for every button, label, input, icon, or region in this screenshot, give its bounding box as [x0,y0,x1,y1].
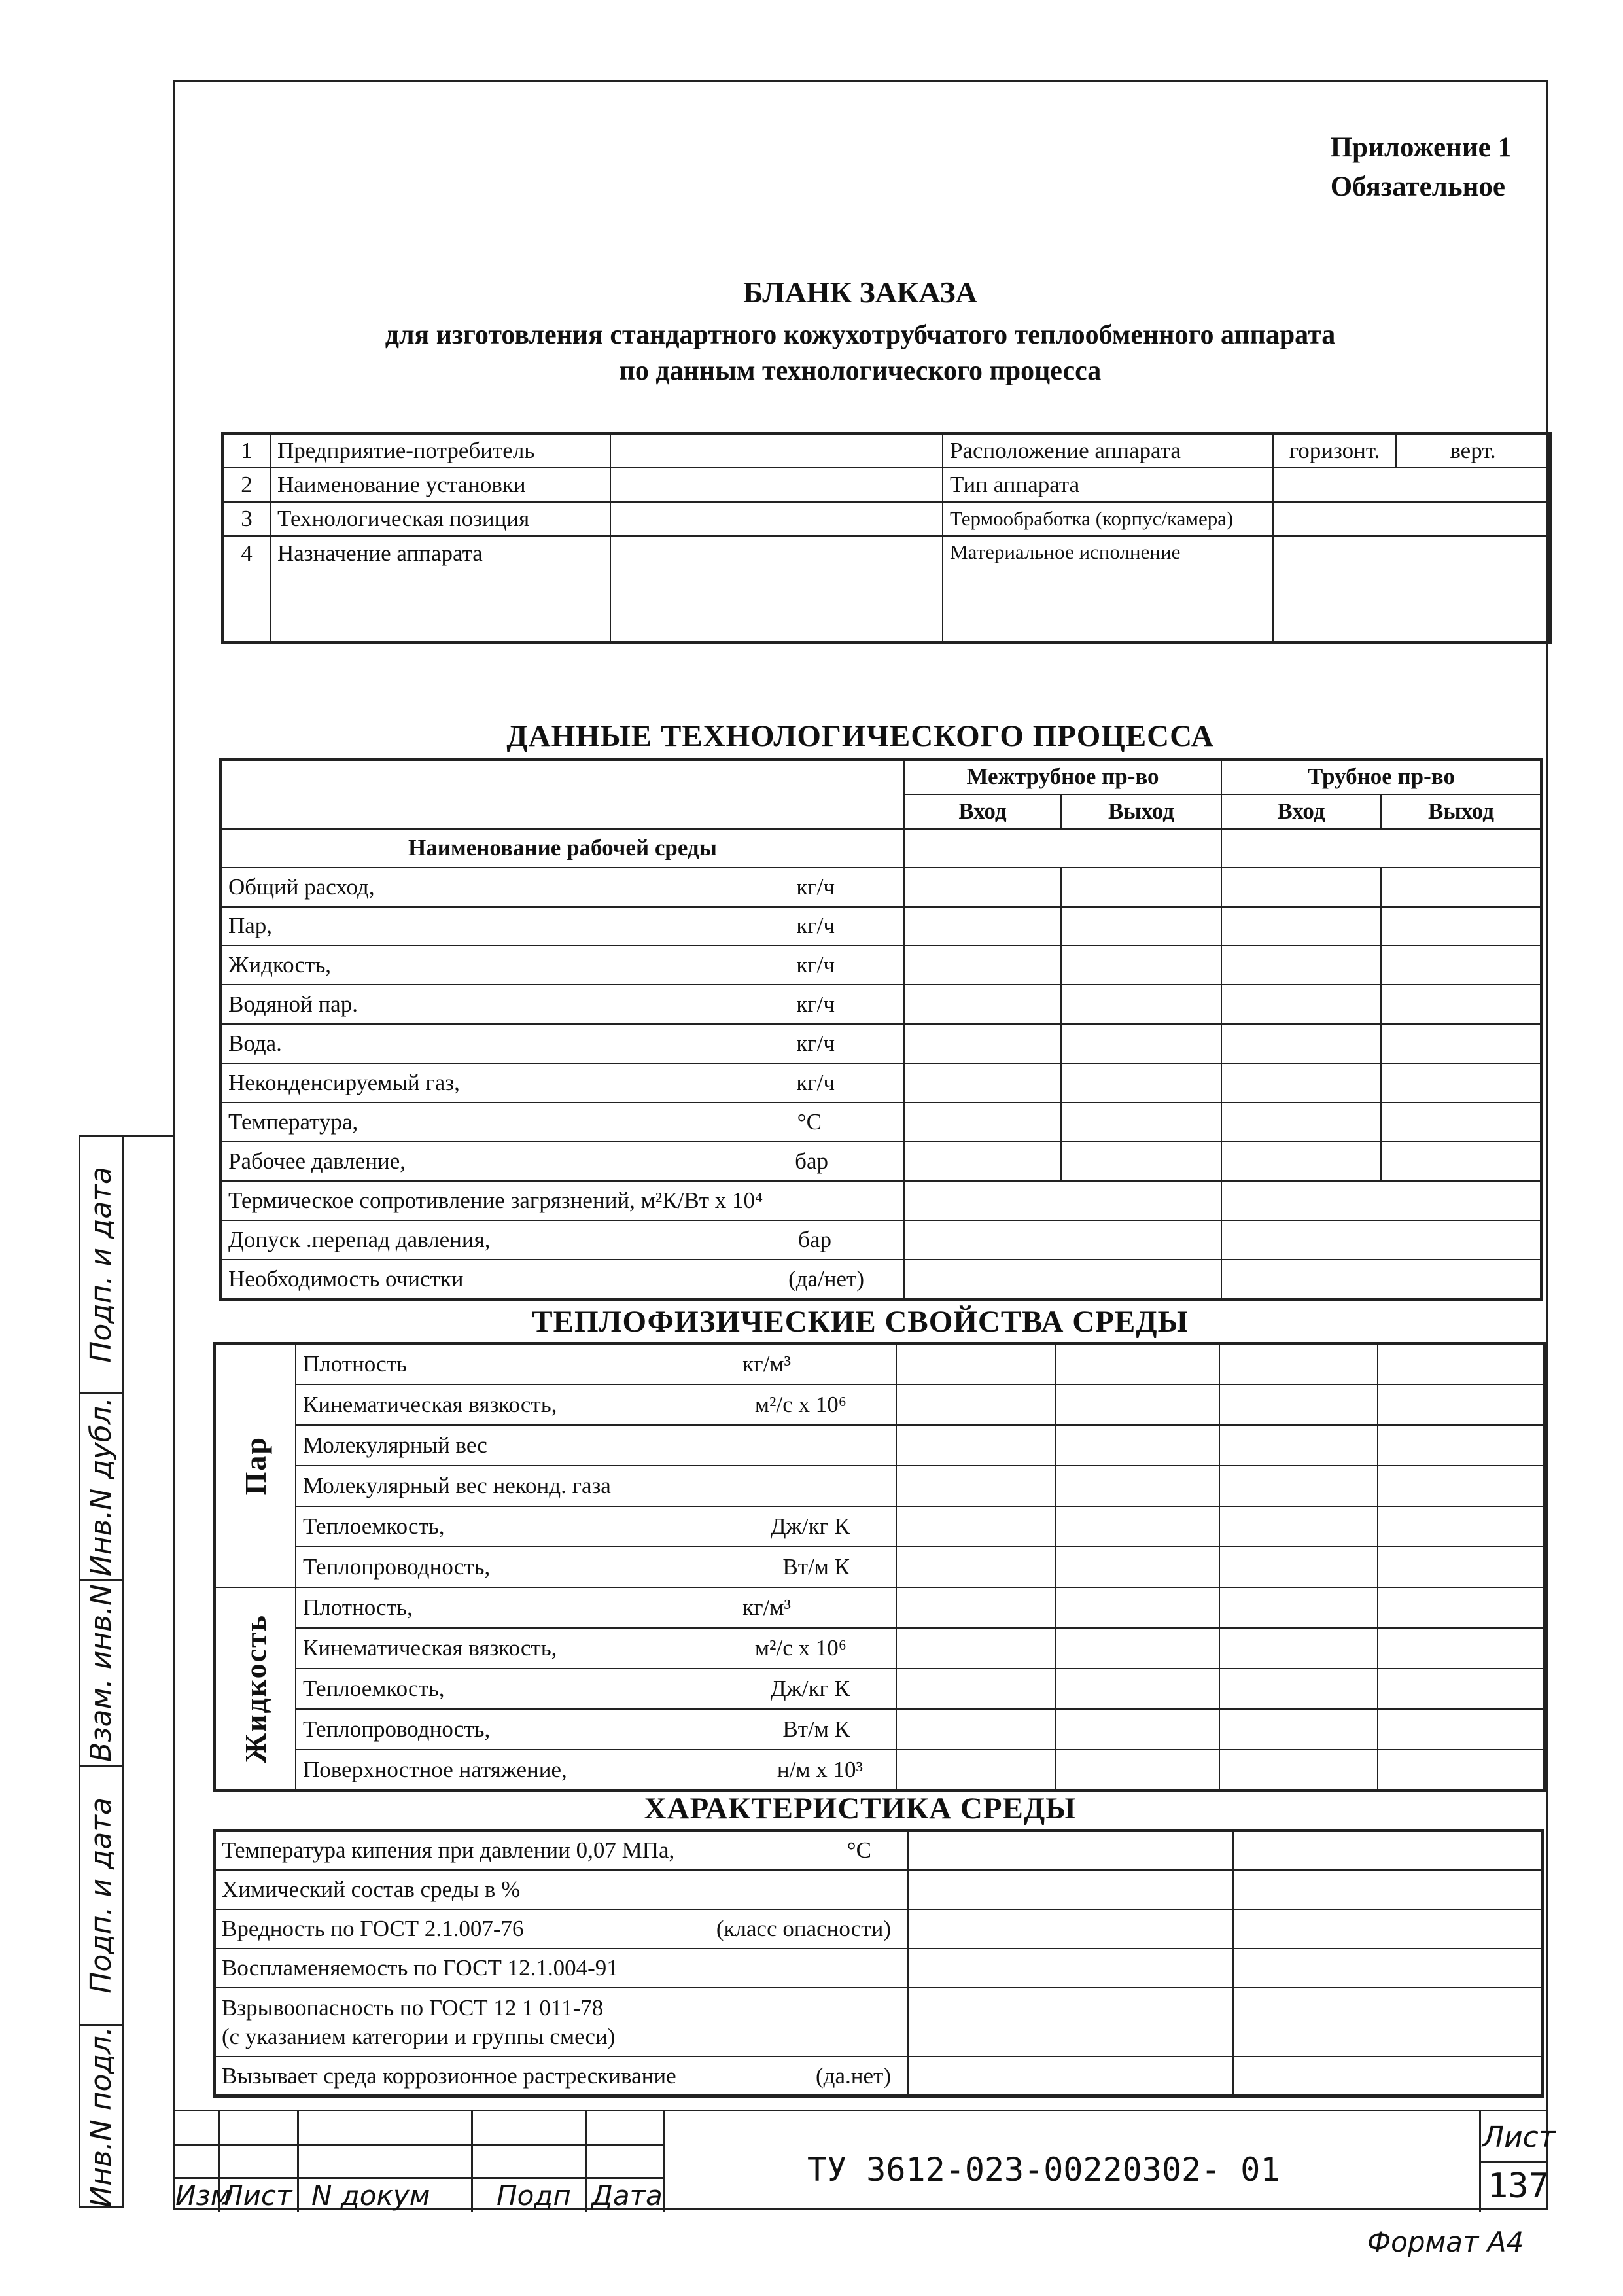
value-cell[interactable] [1219,1709,1378,1750]
value-cell[interactable] [1221,1142,1381,1181]
table-row [221,985,1541,1024]
header-value-field[interactable] [610,434,943,468]
value-cell[interactable] [904,1220,1221,1260]
value-cell[interactable] [904,868,1061,907]
row-label: Жидкость, [228,952,332,978]
row-unit: °С [846,1837,871,1863]
value-cell[interactable] [896,1587,1056,1628]
side-stamp-text: Подп. и дата [84,1167,118,1363]
value-cell[interactable] [1378,1344,1544,1385]
row-label: Химический состав среды в % [222,1877,521,1902]
table-row [215,1909,1543,1949]
tube-outlet-header: Выход [1381,794,1541,829]
row-label: Кинематическая вязкость, [303,1635,557,1661]
row-number: 1 [223,434,270,468]
header-row-1 [223,434,1550,468]
tube-inlet-header: Вход [1221,794,1381,829]
row-unit: м²/с x 10⁶ [754,1392,846,1417]
process-header-row [221,760,1541,794]
characteristics-heading: ХАРАКТЕРИСТИКА СРЕДЫ [644,1792,1077,1826]
row-unit: (да/нет) [788,1265,864,1292]
side-stamp-text: Инв.N дубл. [84,1396,118,1577]
row-number: 3 [223,502,270,536]
value-cell[interactable] [1221,1181,1541,1220]
shell-inlet-header: Вход [904,794,1061,829]
value-cell[interactable] [1378,1587,1544,1628]
row-label: Плотность, [303,1595,413,1620]
table-row [221,1220,1541,1260]
value-cell[interactable] [1221,985,1381,1024]
header-row-4 [223,536,1550,642]
table-row [215,1385,1544,1425]
value-cell[interactable] [1378,1750,1544,1790]
row-unit: кг/ч [796,991,835,1017]
orientation-horizontal-option[interactable]: горизонт. [1273,434,1396,468]
table-row [221,1103,1541,1142]
value-cell[interactable] [896,1344,1056,1385]
row-unit: бар [798,1226,831,1252]
value-cell[interactable] [1056,1669,1219,1709]
value-cell[interactable] [908,2057,1233,2096]
form-subtitle-2: по данным технологического процесса [619,356,1102,386]
row-label: Теплоемкость, [303,1676,445,1701]
value-cell[interactable] [1219,1466,1378,1506]
value-cell[interactable] [1056,1709,1219,1750]
stamp-doc-number-label: N докум [311,2180,430,2212]
value-cell[interactable] [896,1628,1056,1669]
row-unit: кг/ч [796,1031,835,1057]
value-cell[interactable] [1233,1988,1543,2057]
value-cell[interactable] [1219,1344,1378,1385]
table-row [215,1831,1543,1870]
row-label: Поверхностное натяжение, [303,1757,567,1782]
header-label: Назначение аппарата [270,536,610,642]
value-cell[interactable] [1219,1425,1378,1466]
table-row [215,1344,1544,1385]
stamp-date-label: Дата [591,2180,663,2212]
value-cell[interactable] [1221,1260,1541,1299]
table-row [215,1466,1544,1506]
value-cell[interactable] [1056,1385,1219,1425]
value-cell[interactable] [1233,1909,1543,1949]
value-cell[interactable] [1221,868,1381,907]
value-cell[interactable] [896,1547,1056,1587]
appendix-number: Приложение 1 [1330,132,1512,163]
row-unit: бар [795,1148,828,1174]
side-stamp-replace-inv [80,1579,122,1765]
side-stamp-dup-inv [80,1392,122,1579]
stamp-list-label: Лист [222,2180,292,2212]
row-label: Теплоемкость, [303,1513,445,1539]
value-cell[interactable] [904,1103,1061,1142]
value-cell[interactable] [1378,1669,1544,1709]
value-cell[interactable] [908,1909,1233,1949]
value-cell[interactable] [904,1181,1221,1220]
row-unit: м²/с x 10⁶ [754,1635,846,1661]
value-cell[interactable] [1233,1831,1543,1870]
value-cell[interactable] [1061,985,1221,1024]
value-cell[interactable] [1378,1385,1544,1425]
row-label: Температура кипения при давлении 0,07 МПа, [222,1837,675,1863]
value-cell[interactable] [1061,1142,1221,1181]
value-cell[interactable] [904,1260,1221,1299]
value-cell[interactable] [1056,1750,1219,1790]
value-cell[interactable] [1056,1506,1219,1547]
header-right-label: Материальное исполнение [943,536,1273,642]
value-cell[interactable] [1056,1466,1219,1506]
value-cell[interactable] [908,1831,1233,1870]
value-cell[interactable] [1233,2057,1543,2096]
value-cell[interactable] [1381,1142,1541,1181]
value-cell[interactable] [908,1988,1233,2057]
side-stamp-text: Подп. и дата [84,1797,118,1994]
value-cell[interactable] [1056,1425,1219,1466]
table-row [215,1988,1543,2057]
value-cell[interactable] [1056,1628,1219,1669]
row-unit: °С [797,1109,822,1135]
table-row [215,2057,1543,2096]
row-label: Водяной пар. [228,991,358,1017]
value-cell[interactable] [1219,1587,1378,1628]
tube-side-header: Трубное пр-во [1221,760,1541,794]
row-label: Вызывает среда коррозионное растрескивание [222,2063,676,2089]
header-label: Наименование установки [270,468,610,502]
header-right-field[interactable] [1273,536,1550,642]
row-label: Термическое сопротивление загрязнений, м²К/Вт x 10⁴ [228,1188,763,1214]
side-stamp-sign-date [80,1135,122,1392]
thermo-table [214,1343,1545,1791]
value-cell[interactable] [1061,868,1221,907]
value-cell[interactable] [1381,1024,1541,1063]
value-cell[interactable] [896,1506,1056,1547]
row-label: Вредность по ГОСТ 2.1.007-76 [222,1916,524,1941]
side-stamp-text: Инв.N подл. [84,2026,118,2208]
row-label: Плотность [303,1351,407,1377]
header-right-field[interactable] [1273,468,1550,502]
liquid-group-cell [215,1587,296,1790]
table-row [215,1750,1544,1790]
sheet-number: 137 [1488,2166,1549,2206]
title-block [173,2110,1556,2212]
value-cell[interactable] [1219,1385,1378,1425]
header-right-label: Термообработка (корпус/камера) [943,502,1273,536]
table-row [221,1024,1541,1063]
table-row [215,1506,1544,1547]
process-corner-cell [221,760,904,829]
form-title: БЛАНК ЗАКАЗА [743,275,977,309]
value-cell[interactable] [1221,1024,1381,1063]
row-label: Взрывоопасность по ГОСТ 12 1 011-78 [222,1994,604,2021]
value-cell[interactable] [896,1466,1056,1506]
row-label: Кинематическая вязкость, [303,1392,557,1417]
value-cell[interactable] [1061,945,1221,985]
orientation-vertical-option[interactable]: верт. [1396,434,1550,468]
row-unit: Дж/кг К [770,1676,850,1701]
header-value-field[interactable] [610,468,943,502]
table-row [215,1425,1544,1466]
steam-group-label: Пар [238,1436,272,1496]
side-stamp-sign-date-2 [80,1765,122,2024]
row-unit: кг/м³ [742,1595,791,1620]
table-row [221,1260,1541,1299]
row-label: Вода. [228,1031,282,1057]
value-cell[interactable] [1381,1063,1541,1103]
thermo-heading: ТЕПЛОФИЗИЧЕСКИЕ СВОЙСТВА СРЕДЫ [532,1305,1189,1339]
row-label: Молекулярный вес неконд. газа [303,1473,611,1498]
value-cell[interactable] [1221,907,1381,946]
side-stamp-text: Взам. инв.N [84,1584,118,1762]
row-unit: кг/ч [796,913,835,939]
stamp-izm-label: Изм [175,2180,232,2212]
tube-medium-field[interactable] [1221,829,1541,868]
table-row [215,1949,1543,1988]
row-label: Теплопроводность, [303,1554,491,1580]
row-label: Рабочее давление, [228,1148,406,1174]
header-table [222,433,1550,643]
table-row [221,907,1541,946]
process-heading: ДАННЫЕ ТЕХНОЛОГИЧЕСКОГО ПРОЦЕССА [506,719,1214,753]
value-cell[interactable] [908,1949,1233,1988]
side-stamp [79,1135,124,2208]
form-subtitle-1: для изготовления стандартного кожухотрубчатого теплообменного аппарата [385,320,1336,350]
steam-group-cell [215,1344,296,1587]
value-cell[interactable] [896,1750,1056,1790]
table-row [215,1709,1544,1750]
value-cell[interactable] [904,985,1061,1024]
value-cell[interactable] [1221,1063,1381,1103]
value-cell[interactable] [1219,1669,1378,1709]
value-cell[interactable] [1381,945,1541,985]
value-cell[interactable] [904,945,1061,985]
row-number: 2 [223,468,270,502]
format-label: Формат А4 [1367,2226,1524,2258]
table-row [215,1669,1544,1709]
table-row [221,1181,1541,1220]
value-cell[interactable] [896,1669,1056,1709]
row-unit: н/м x 10³ [777,1757,863,1782]
characteristics-table [214,1830,1543,2096]
row-unit: Дж/кг К [770,1513,850,1539]
value-cell[interactable] [896,1385,1056,1425]
header-right-field[interactable] [1273,502,1550,536]
header-right-label: Расположение аппарата [943,434,1273,468]
row-label-continued: (с указанием категории и группы смеси) [222,2023,616,2049]
table-row [215,1587,1544,1628]
header-value-field[interactable] [610,502,943,536]
row-unit: Вт/м К [782,1716,850,1742]
row-label: Допуск .перепад давления, [228,1226,491,1252]
value-cell[interactable] [1219,1547,1378,1587]
row-label: Необходимость очистки [228,1265,464,1292]
table-row [215,1628,1544,1669]
medium-name-label: Наименование рабочей среды [221,829,904,868]
value-cell[interactable] [1056,1547,1219,1587]
value-cell[interactable] [1061,1063,1221,1103]
shell-side-header: Межтрубное пр-во [904,760,1221,794]
row-label: Воспламеняемость по ГОСТ 12.1.004-91 [222,1955,618,1981]
table-row [221,868,1541,907]
table-row [221,1142,1541,1181]
row-unit: кг/ч [796,952,835,978]
value-cell[interactable] [1378,1425,1544,1466]
row-unit: кг/ч [796,874,835,900]
side-stamp-inner-column [122,1135,174,2210]
row-label: Молекулярный вес [303,1432,487,1458]
row-label: Теплопроводность, [303,1716,491,1742]
shell-medium-field[interactable] [904,829,1221,868]
row-label: Общий расход, [228,874,375,900]
row-unit: кг/м³ [742,1351,791,1377]
value-cell[interactable] [1219,1628,1378,1669]
value-cell[interactable] [1378,1466,1544,1506]
value-cell[interactable] [1381,907,1541,946]
sheet-label: Лист [1482,2121,1556,2154]
value-cell[interactable] [1056,1344,1219,1385]
value-cell[interactable] [1378,1628,1544,1669]
value-cell[interactable] [1219,1750,1378,1790]
document-number: ТУ 3612-023-00220302- 01 [807,2151,1280,2189]
value-cell[interactable] [1378,1547,1544,1587]
value-cell[interactable] [896,1709,1056,1750]
value-cell[interactable] [904,1024,1061,1063]
table-row [221,1063,1541,1103]
value-cell[interactable] [1381,1103,1541,1142]
row-label: Пар, [228,913,273,939]
table-row [215,1547,1544,1587]
row-unit: (класс опасности) [716,1916,891,1941]
value-cell[interactable] [1378,1506,1544,1547]
value-cell[interactable] [1219,1506,1378,1547]
side-stamp-orig-inv [80,2024,122,2208]
value-cell[interactable] [1056,1587,1219,1628]
value-cell[interactable] [1221,1220,1541,1260]
row-number: 4 [223,536,270,642]
header-label: Предприятие-потребитель [270,434,610,468]
medium-name-row [221,829,1541,868]
value-cell[interactable] [1233,1949,1543,1988]
stamp-signature-label: Подп [497,2180,571,2212]
header-value-field[interactable] [610,536,943,642]
shell-outlet-header: Выход [1061,794,1221,829]
value-cell[interactable] [904,907,1061,946]
row-label: Неконденсируемый газ, [228,1070,460,1096]
value-cell[interactable] [896,1425,1056,1466]
value-cell[interactable] [904,1063,1061,1103]
header-label: Технологическая позиция [270,502,610,536]
value-cell[interactable] [1221,945,1381,985]
value-cell[interactable] [1061,1103,1221,1142]
table-row [221,945,1541,985]
table-row [215,1870,1543,1909]
appendix-status: Обязательное [1330,171,1505,202]
header-row-2 [223,468,1550,502]
value-cell[interactable] [1378,1709,1544,1750]
header-right-label: Тип аппарата [943,468,1273,502]
value-cell[interactable] [1381,868,1541,907]
row-unit: кг/ч [796,1070,835,1096]
value-cell[interactable] [1061,907,1221,946]
value-cell[interactable] [1233,1870,1543,1909]
value-cell[interactable] [1221,1103,1381,1142]
row-label: Температура, [228,1109,358,1135]
header-row-3 [223,502,1550,536]
process-table [220,759,1542,1299]
value-cell[interactable] [1381,985,1541,1024]
row-unit: Вт/м К [782,1554,850,1580]
row-unit: (да.нет) [816,2063,891,2089]
value-cell[interactable] [904,1142,1061,1181]
value-cell[interactable] [1061,1024,1221,1063]
liquid-group-label: Жидкость [238,1614,272,1763]
value-cell[interactable] [908,1870,1233,1909]
